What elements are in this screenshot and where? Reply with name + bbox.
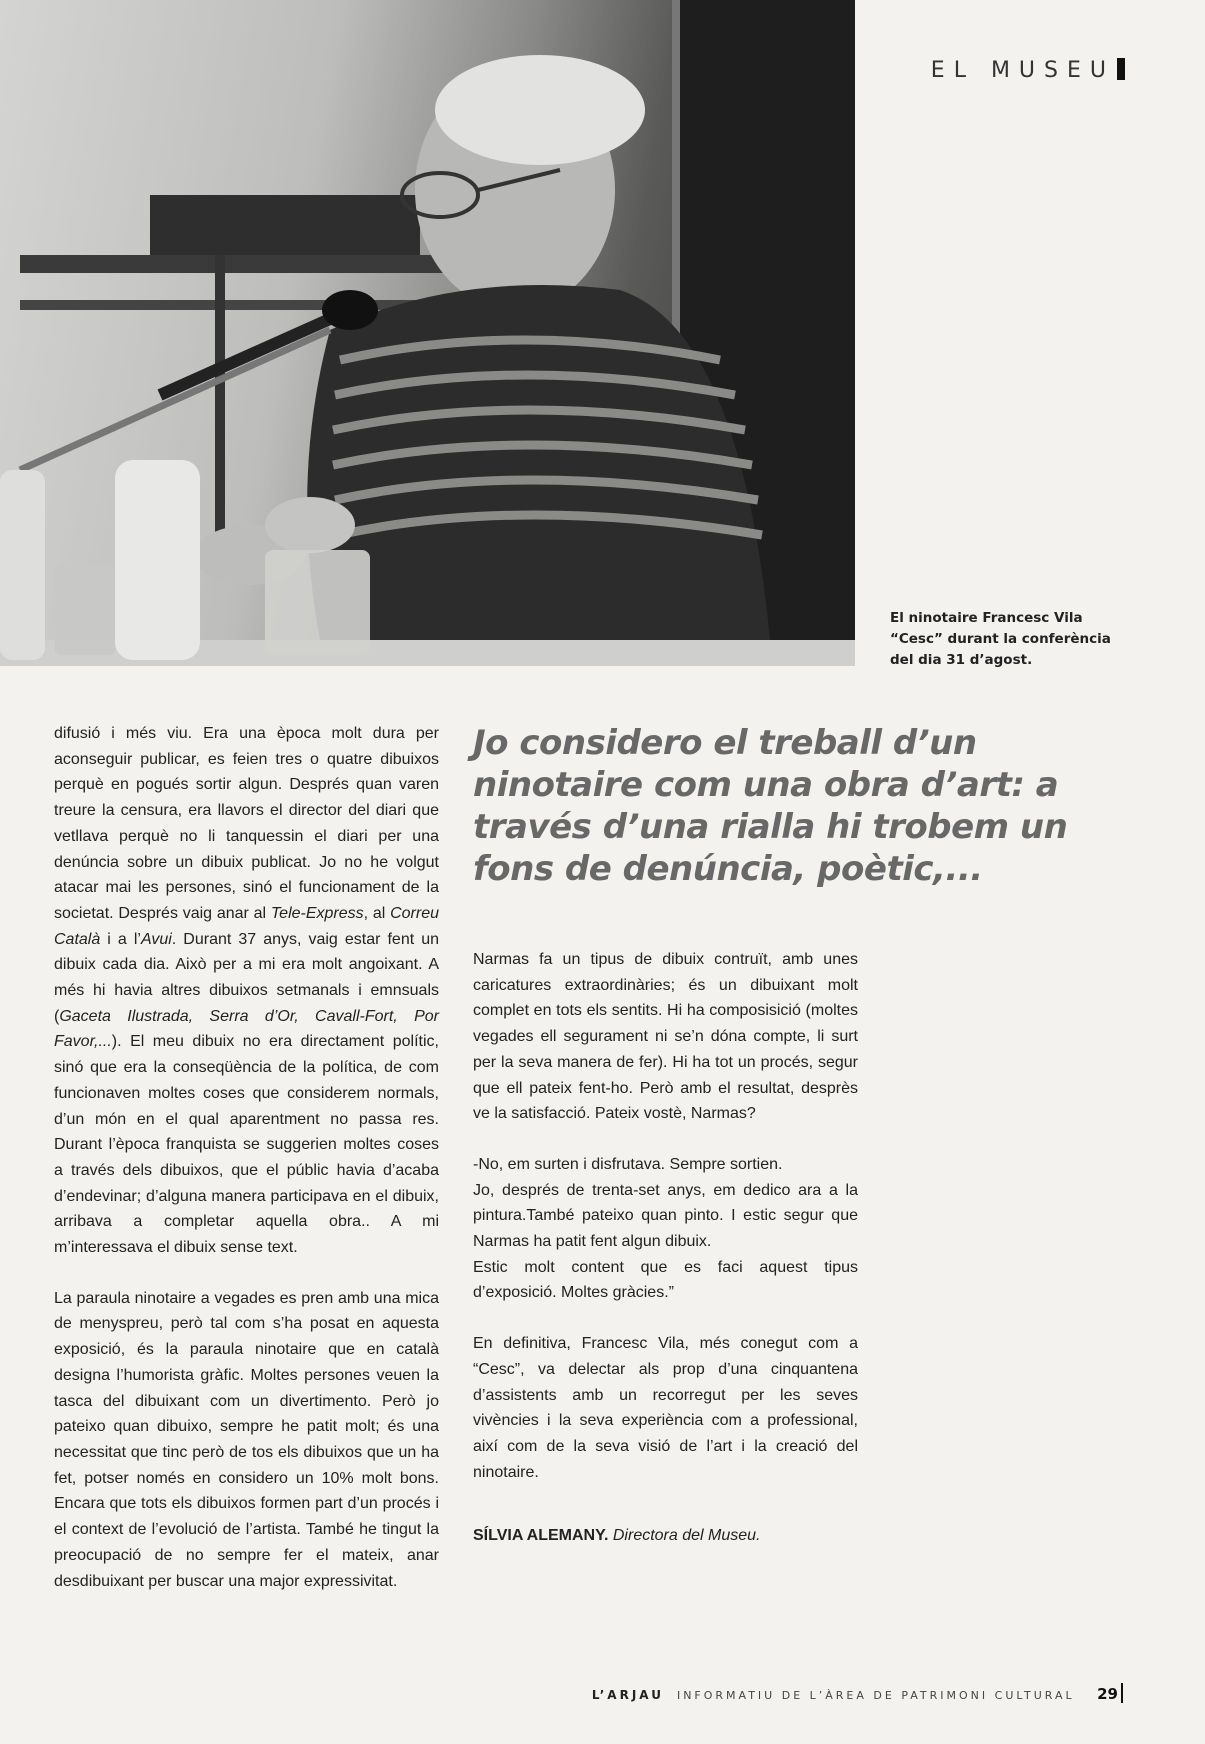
signature [473, 1523, 858, 1549]
paragraph: -No, em surten i disfrutava. Sempre sortien. Jo, després de trenta-set anys, em dedico ara a la pintura.També pateixo quan pinto. I estic segur que Narmas ha patit fent algun dibuix. Estic molt content que es faci aquest tipus d’exposició. Moltes gràcies.” [473, 1155, 858, 1302]
photograph-icon [0, 0, 855, 666]
page-number: 29 [1097, 1685, 1118, 1703]
right-column [473, 947, 858, 1574]
publication-name: L’ARJAU [591, 1688, 664, 1702]
section-label: EL MUSEU [931, 58, 1125, 83]
paragraph: Narmas fa un tipus de dibuix contruït, amb unes caricatures extraordinàries; és un dibuixant molt complet en tots els sentits. Hi ha composisició (moltes vegades ell segurament ni se’n dóna compte, li surt per la seva manera de fer). Hi ha tot un procés, segur que ell pateix fent-ho. Però amb el resultat, desprès ve la satisfacció. Pateix vostè, Narmas? [473, 951, 858, 1123]
speaker-photo [0, 0, 855, 666]
pull-quote: Jo considero el treball d’un ninotaire com una obra d’art: a través d’una rialla hi trobem un fons de denúncia, poètic,... [473, 723, 1068, 889]
paragraph: difusió i més viu. Era una època molt dura per aconseguir publicar, es feien tres o quatre dibuixos perquè en pogués sortir algun. Després quan varen treure la censura, era llavors el director del diari que vetllava perquè no li tanquessin el diari per una denúncia sobre un dibuix publicat. Jo no he volgut atacar mai les persones, sinó el funcionament de la societat. Després vaig anar al Tele-Express, al Correu Català i a l’Avui. Durant 37 anys, vaig estar fent un dibuix cada dia. Això per a mi era molt angoixant. A més hi havia altres dibuixos setmanals i emnsuals (Gaceta Ilustrada, Serra d’Or, Cavall-Fort, Por Favor,...). El meu dibuix no era directament polític, sinó que era la conseqüència de la política, de com funcionaven moltes coses que considerem normals, d’un món en el qual aparentment no passa res. Durant l’època franquista se suggerien moltes coses a través dels dibuixos, que el públic havia d’acaba d’endevinar; d’alguna manera participava en el dibuix, arribava a completar aquella obra.. A mi m’interessava el dibuix sense text. [54, 725, 440, 1257]
paragraph: En definitiva, Francesc Vila, més conegut com a “Cesc”, va delectar als prop d’una cinquantena d’assistents amb un recorregut per les seves vivències i la seva experiència com a professional, així com de la seva visió de l’art i la creació del ninotaire. [473, 1335, 858, 1481]
author-role: Directora del Museu. [612, 1527, 761, 1545]
author-name: SÍLVIA ALEMANY. [473, 1527, 609, 1545]
publication-tagline: INFORMATIU DE L’ÀREA DE PATRIMONI CULTURAL [676, 1689, 1075, 1702]
left-column [54, 721, 439, 1619]
page-footer [592, 1683, 1123, 1703]
paragraph: La paraula ninotaire a vegades es pren amb una mica de menyspreu, però tal com s’ha posat en aquesta exposició, és la paraula ninotaire que en català designa l’humorista gràfic. Moltes persones veuen la tasca del dibuixant com un divertimento. Però jo pateixo quan dibuixo, sempre he patit molt; és una necessitat que tinc però de tos els dibuixos que un ha fet, potser només en considero un 10% molt bons. Encara que tots els dibuixos formen part d’un procés i el context de l’evolució de l’artista. També he tingut la preocupació de no sempre fer el mateix, anar desdibuixant per buscar una major expressivitat. [54, 1289, 439, 1590]
section-marker [1117, 58, 1125, 80]
page-marker [1121, 1683, 1123, 1703]
photo-caption: El ninotaire Francesc Vila “Cesc” durant la conferència del dia 31 d’agost. [890, 610, 1111, 668]
